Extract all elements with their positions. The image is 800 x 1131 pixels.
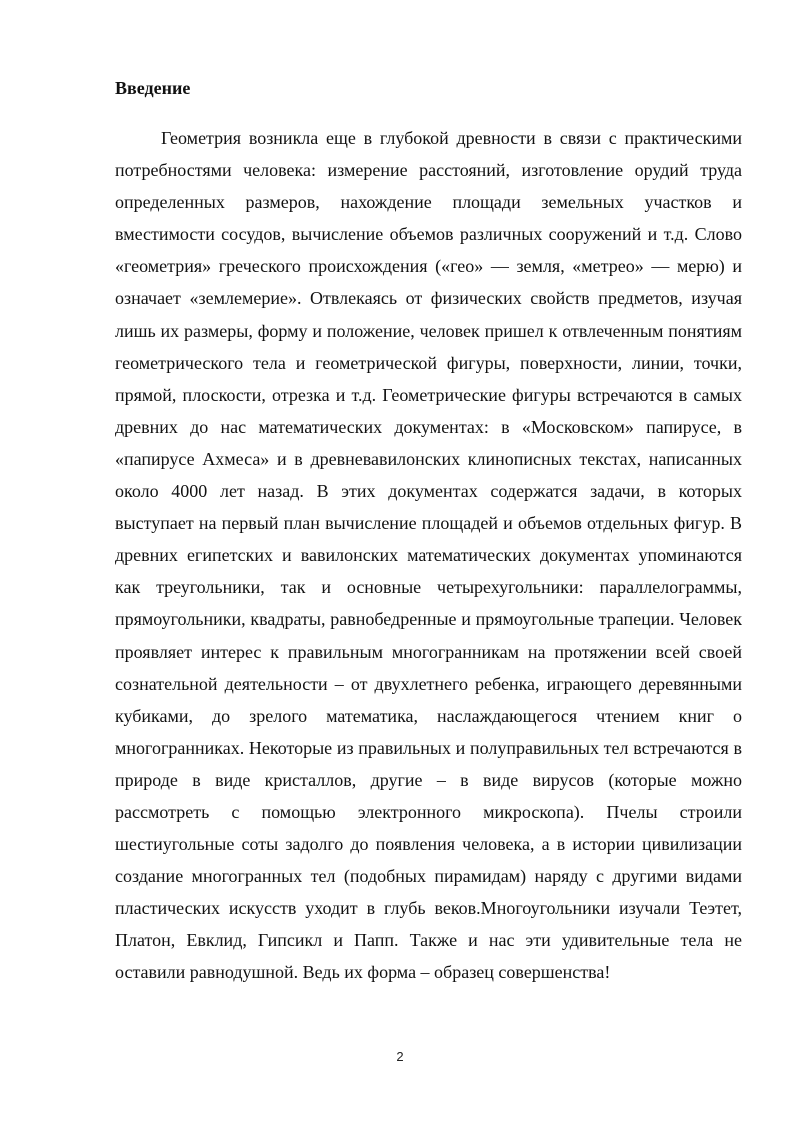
body-paragraph: Геометрия возникла еще в глубокой древности в связи с практическими потребностями человека: измерение расстояний, изготовление орудий труда определенных размеров, нахождение площади земельных участков и вместимости сосудов, вычисление объемов различных сооружений и т.д. Слово «геометрия» греческого происхождения («гео» — земля, «метрео» — мерю) и означает «землемерие». Отвлекаясь от физических свойств предметов, изучая лишь их размеры, форму и положение, человек пришел к отвлеченным понятиям геометрического тела и геометрической фигуры, поверхности, линии, точки, прямой, плоскости, отрезка и т.д. Геометрические фигуры встречаются в самых древних до нас математических документах: в «Московском» папирусе, в «папирусе Ахмеса» и в древневавилонских клинописных текстах, написанных около 4000 лет назад. В этих документах содержатся задачи, в которых выступает на первый план вычисление площадей и объемов отдельных фигур. В древних египетских и вавилонских математических документах упоминаются как треугольники, так и основные четырехугольники: параллелограммы, прямоугольники, квадраты, равнобедренные и прямоугольные трапеции. Человек проявляет интерес к правильным многогранникам на протяжении всей своей сознательной деятельности – от двухлетнего ребенка, играющего деревянными кубиками, до зрелого математика, наслаждающегося чтением книг о многогранниках. Некоторые из правильных и полуправильных тел встречаются в природе в виде кристаллов, другие – в виде вирусов (которые можно рассмотреть с помощью электронного микроскопа). Пчелы строили шестиугольные соты задолго до появления человека, а в истории цивилизации создание многогранных тел (подобных пирамидам) наряду с другими видами пластических искусств уходит в глубь веков.Многоугольники изучали Теэтет, Платон, Евклид, Гипсикл и Папп. Также и нас эти удивительные тела не оставили равнодушной. Ведь их форма – образец совершенства!: [115, 128, 742, 983]
page-number: 2: [396, 1049, 404, 1064]
section-heading: Введение: [115, 78, 191, 98]
